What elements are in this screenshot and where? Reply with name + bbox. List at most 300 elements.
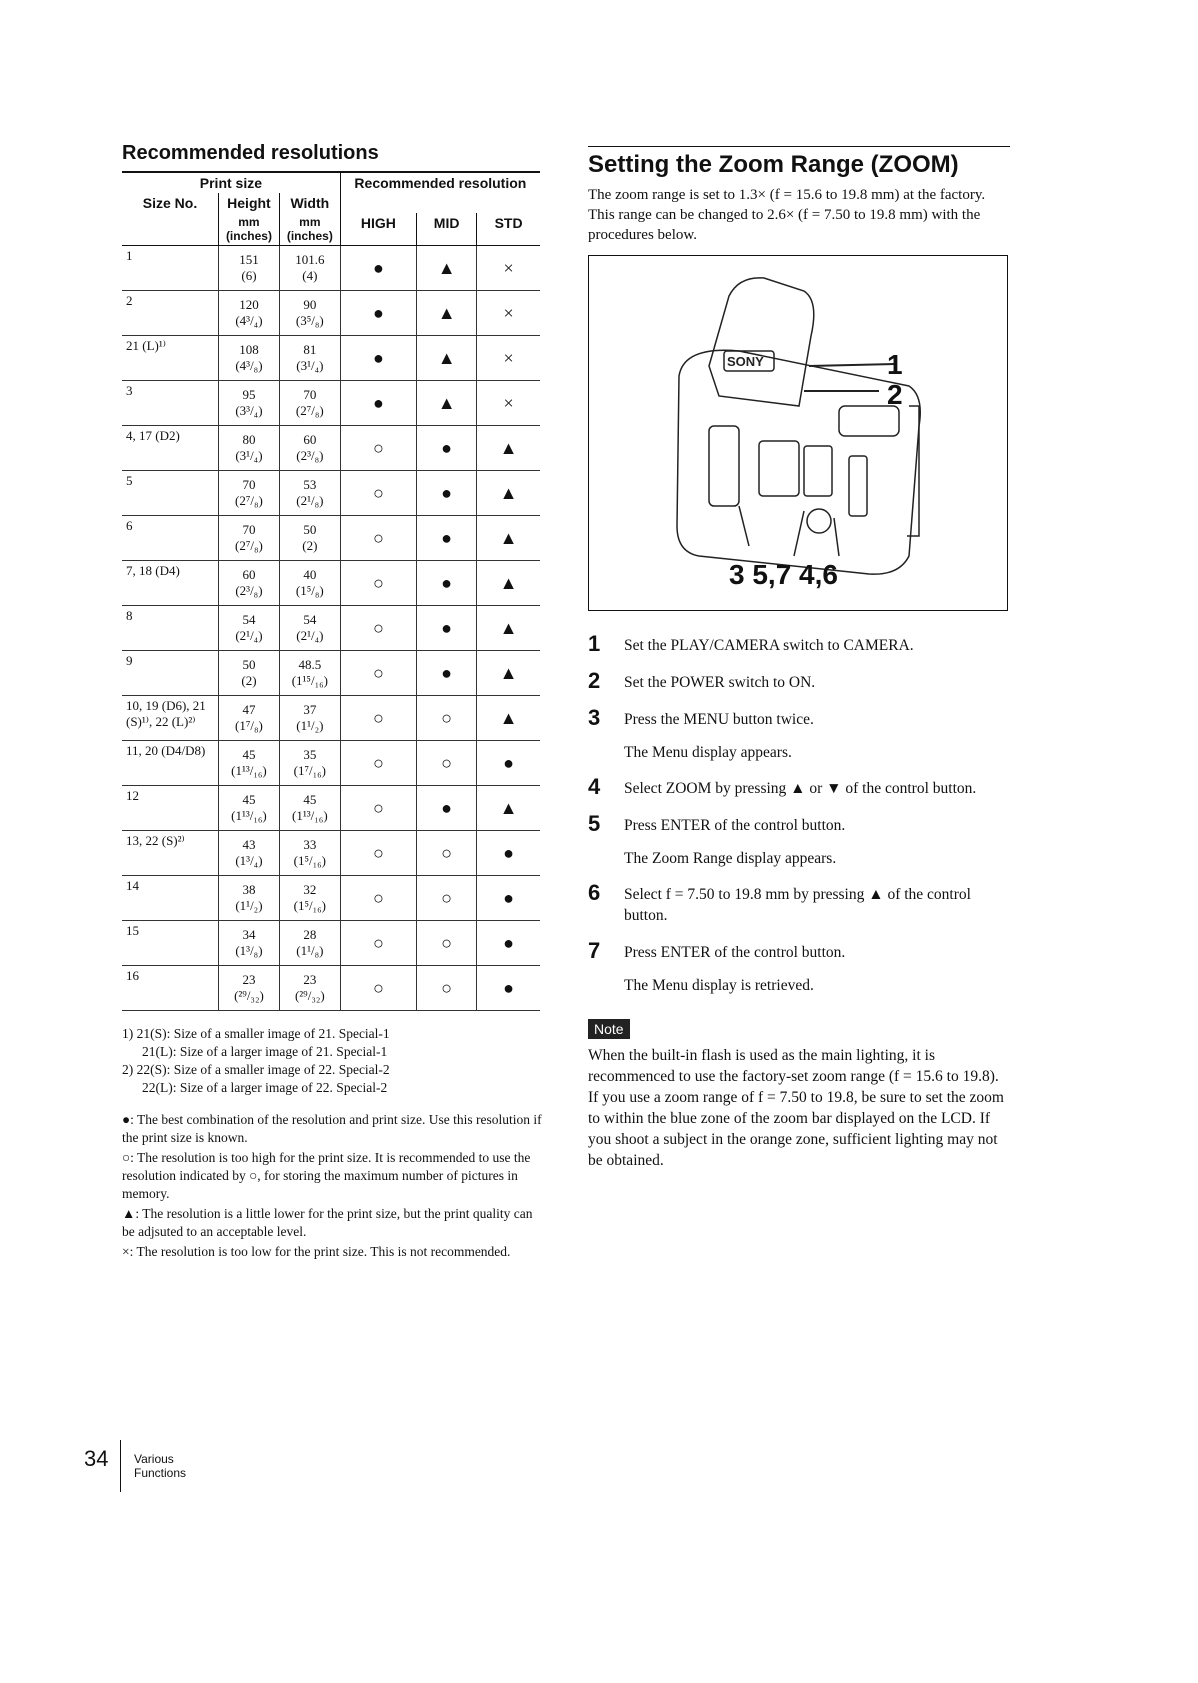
step-text: Set the PLAY/CAMERA switch to CAMERA. xyxy=(624,637,914,654)
high-cell-value: ● xyxy=(372,392,384,413)
step-number: 2 xyxy=(588,668,601,693)
width-cell xyxy=(279,966,340,1011)
table-row xyxy=(122,921,540,966)
size-no-cell-value: 21 (L)¹⁾ xyxy=(126,338,166,353)
height-cell-value: 47 xyxy=(242,702,256,717)
height-cell-value: (2³/₈) xyxy=(235,583,263,598)
high-cell xyxy=(340,246,416,291)
table-row xyxy=(122,741,540,786)
high-cell xyxy=(340,381,416,426)
width-cell xyxy=(279,561,340,606)
height-cell xyxy=(219,246,280,291)
step-number: 4 xyxy=(588,774,601,799)
high-cell-value: ○ xyxy=(372,482,384,503)
width-cell-value: 45 xyxy=(303,792,317,807)
std-cell xyxy=(477,966,540,1011)
table-row xyxy=(122,966,540,1011)
size-no-cell-value: 14 xyxy=(126,878,139,893)
mid-cell-value: ▲ xyxy=(437,392,456,413)
height-cell-value: 38 xyxy=(242,882,256,897)
high-cell xyxy=(340,561,416,606)
height-inches: (inches) xyxy=(225,229,272,243)
high-cell xyxy=(340,696,416,741)
std-cell-value: ● xyxy=(503,752,515,773)
height-cell xyxy=(219,606,280,651)
mid-cell xyxy=(417,381,477,426)
size-no-cell-value: 10, 19 (D6), 21 (S)¹⁾, 22 (L)²⁾ xyxy=(126,698,206,729)
height-cell-value: (2¹/₄) xyxy=(235,628,263,643)
step-text: Press ENTER of the control button. xyxy=(624,817,846,834)
step-item xyxy=(588,776,1010,799)
callout-1: 1 xyxy=(887,349,903,380)
size-no-cell xyxy=(122,966,219,1011)
table-row xyxy=(122,291,540,336)
width-cell-value: 37 xyxy=(303,702,317,717)
width-cell-value: (1¹/₈) xyxy=(296,943,324,958)
height-cell xyxy=(219,381,280,426)
mid-cell-value: ○ xyxy=(441,932,453,953)
recommended-header: Recommended resolution xyxy=(340,172,540,213)
symbol-legend xyxy=(122,1111,542,1261)
height-cell-value: 34 xyxy=(242,927,256,942)
step-number: 7 xyxy=(588,938,601,963)
note-text: When the built-in flash is used as the main lighting, it is recommenced to use the factory-set zoom range (f = 15.6 to 19.8). If you use a zoom range of f = 7.50 to 19.8, be sure to set the zoom to within the blue zone of the zoom bar displayed on the LCD. If you shoot a subject in the orange zone, sufficient lighting may not be obtained. xyxy=(588,1047,1004,1169)
size-no-cell xyxy=(122,696,219,741)
high-cell-value: ● xyxy=(372,302,384,323)
width-cell-value: (1⁵/₈) xyxy=(295,583,324,598)
size-no-cell xyxy=(122,471,219,516)
width-mm: mm xyxy=(299,215,321,229)
mid-cell-value: ○ xyxy=(441,707,453,728)
camera-illustration xyxy=(588,255,1008,611)
std-cell-value: ▲ xyxy=(499,437,518,458)
height-units xyxy=(219,213,280,246)
height-cell-value: (1⁷/₈) xyxy=(235,718,263,733)
high-header: HIGH xyxy=(340,213,416,246)
width-cell-value: 54 xyxy=(303,612,317,627)
table-title: Recommended resolutions xyxy=(122,142,379,164)
std-cell xyxy=(477,921,540,966)
step-text: Select f = 7.50 to 19.8 mm by pressing ▲ of the control button. xyxy=(624,886,971,924)
height-cell xyxy=(219,831,280,876)
size-no-cell xyxy=(122,651,219,696)
width-cell xyxy=(279,336,340,381)
size-no-cell xyxy=(122,831,219,876)
page-number: 34 xyxy=(84,1446,109,1471)
height-cell-value: 120 xyxy=(239,297,259,312)
std-cell-value: ▲ xyxy=(499,527,518,548)
height-cell xyxy=(219,696,280,741)
std-cell-value: ● xyxy=(503,932,515,953)
height-cell xyxy=(219,741,280,786)
height-cell-value: (1¹³/₁₆) xyxy=(231,763,267,778)
table-row xyxy=(122,381,540,426)
width-cell-value: (2¹/₄) xyxy=(296,628,324,643)
mid-cell-value: ● xyxy=(441,797,453,818)
high-cell-value: ● xyxy=(372,257,384,278)
size-no-cell-value: 6 xyxy=(126,518,133,533)
std-cell-value: ▲ xyxy=(499,482,518,503)
width-cell-value: (1¹⁵/₁₆) xyxy=(291,673,328,688)
mid-cell xyxy=(417,606,477,651)
width-cell xyxy=(279,606,340,651)
table-row xyxy=(122,651,540,696)
table-body xyxy=(122,246,540,1011)
width-cell-value: (2) xyxy=(302,538,318,553)
step-result: The Menu display is retrieved. xyxy=(624,977,814,994)
width-cell-value: 60 xyxy=(303,432,317,447)
width-cell xyxy=(279,651,340,696)
step-item xyxy=(588,940,1010,963)
std-cell-value: ▲ xyxy=(499,707,518,728)
step-item xyxy=(588,670,1010,693)
mid-cell xyxy=(417,651,477,696)
callout-bottom: 3 5,7 4,6 xyxy=(729,559,838,590)
std-cell-value: ▲ xyxy=(499,662,518,683)
width-cell-value: 48.5 xyxy=(298,657,322,672)
height-cell-value: (3¹/₄) xyxy=(235,448,263,463)
step-text: Press ENTER of the control button. xyxy=(624,944,846,961)
mid-cell-value: ○ xyxy=(441,842,453,863)
mid-cell xyxy=(417,876,477,921)
size-no-cell xyxy=(122,561,219,606)
table-row xyxy=(122,561,540,606)
std-header: STD xyxy=(477,213,540,246)
std-cell xyxy=(477,651,540,696)
high-cell-value: ○ xyxy=(372,662,384,683)
height-cell-value: (1¹/₂) xyxy=(235,898,263,913)
table-row xyxy=(122,246,540,291)
height-cell-value: 54 xyxy=(242,612,256,627)
high-cell-value: ○ xyxy=(372,617,384,638)
size-no-cell-value: 11, 20 (D4/D8) xyxy=(126,743,206,758)
height-cell-value: (2⁷/₈) xyxy=(235,538,263,553)
high-cell-value: ○ xyxy=(372,797,384,818)
step-item xyxy=(588,707,1010,730)
std-cell-value: ● xyxy=(503,977,515,998)
high-cell xyxy=(340,291,416,336)
width-cell-value: 23 xyxy=(303,972,317,987)
size-no-cell-value: 3 xyxy=(126,383,133,398)
width-cell xyxy=(279,291,340,336)
height-cell-value: 50 xyxy=(242,657,256,672)
mid-cell xyxy=(417,471,477,516)
height-cell-value: 80 xyxy=(242,432,256,447)
high-cell xyxy=(340,606,416,651)
width-cell-value: (4) xyxy=(302,268,318,283)
high-cell xyxy=(340,516,416,561)
mid-header: MID xyxy=(417,213,477,246)
height-cell-value: 95 xyxy=(242,387,256,402)
width-cell xyxy=(279,516,340,561)
height-cell xyxy=(219,966,280,1011)
size-no-cell-value: 2 xyxy=(126,293,133,308)
mid-cell-value: ● xyxy=(441,437,453,458)
size-no-cell xyxy=(122,516,219,561)
height-cell xyxy=(219,471,280,516)
mid-cell xyxy=(417,291,477,336)
mid-cell-value: ● xyxy=(441,572,453,593)
width-cell-value: (2¹/₈) xyxy=(296,493,324,508)
size-no-cell xyxy=(122,336,219,381)
height-cell xyxy=(219,921,280,966)
width-cell xyxy=(279,246,340,291)
width-cell-value: 32 xyxy=(303,882,317,897)
height-cell-value: (3³/₄) xyxy=(235,403,263,418)
width-cell-value: (1¹³/₁₆) xyxy=(292,808,328,823)
section-label: Various Functions xyxy=(134,1452,187,1480)
std-cell-value: × xyxy=(503,257,514,278)
std-cell-value: ▲ xyxy=(499,797,518,818)
width-cell-value: 81 xyxy=(303,342,317,357)
mid-cell-value: ○ xyxy=(441,887,453,908)
size-no-cell-value: 8 xyxy=(126,608,133,623)
std-cell-value: × xyxy=(503,347,514,368)
width-cell-value: 50 xyxy=(303,522,317,537)
legend-too-high: ○: The resolution is too high for the print size. It is recommended to use the resolution indicated by ○, for storing the maximum number of pictures in memory. xyxy=(122,1150,531,1201)
table-row xyxy=(122,606,540,651)
height-cell xyxy=(219,876,280,921)
high-cell xyxy=(340,786,416,831)
mid-cell xyxy=(417,516,477,561)
std-cell xyxy=(477,336,540,381)
height-header: Height xyxy=(219,193,280,213)
size-no-cell xyxy=(122,246,219,291)
std-cell-value: ▲ xyxy=(499,572,518,593)
std-cell xyxy=(477,741,540,786)
step-number: 3 xyxy=(588,705,601,730)
width-cell-value: 33 xyxy=(303,837,317,852)
step-list xyxy=(588,633,1010,995)
std-cell xyxy=(477,291,540,336)
size-no-cell-value: 1 xyxy=(126,248,133,263)
std-cell xyxy=(477,381,540,426)
left-column xyxy=(122,142,542,1263)
table-row xyxy=(122,471,540,516)
mid-cell xyxy=(417,336,477,381)
std-cell xyxy=(477,471,540,516)
height-cell xyxy=(219,561,280,606)
mid-cell xyxy=(417,246,477,291)
step-number: 6 xyxy=(588,880,601,905)
width-cell xyxy=(279,831,340,876)
high-cell xyxy=(340,471,416,516)
size-no-cell xyxy=(122,606,219,651)
height-cell-value: 45 xyxy=(242,792,256,807)
high-cell-value: ○ xyxy=(372,977,384,998)
high-cell-value: ○ xyxy=(372,707,384,728)
mid-cell xyxy=(417,426,477,471)
std-cell xyxy=(477,786,540,831)
std-cell-value: × xyxy=(503,392,514,413)
footer-divider xyxy=(120,1440,121,1492)
high-cell xyxy=(340,336,416,381)
mid-cell xyxy=(417,966,477,1011)
std-cell-value: ▲ xyxy=(499,617,518,638)
width-cell xyxy=(279,696,340,741)
width-cell xyxy=(279,381,340,426)
footnotes xyxy=(122,1025,542,1097)
width-cell-value: 101.6 xyxy=(295,252,325,267)
std-cell xyxy=(477,246,540,291)
height-cell-value: (2) xyxy=(241,673,257,688)
table-row xyxy=(122,336,540,381)
table-row xyxy=(122,876,540,921)
std-cell xyxy=(477,831,540,876)
height-cell xyxy=(219,291,280,336)
height-cell-value: 45 xyxy=(242,747,256,762)
width-cell-value: (2³/₈) xyxy=(296,448,324,463)
size-no-cell-value: 5 xyxy=(126,473,133,488)
width-cell-value: (1¹/₂) xyxy=(296,718,324,733)
resolution-table xyxy=(122,171,540,1011)
width-cell-value: (1⁵/₁₆) xyxy=(293,853,327,868)
size-no-cell xyxy=(122,786,219,831)
width-cell xyxy=(279,741,340,786)
size-no-cell-value: 7, 18 (D4) xyxy=(126,563,180,578)
width-cell-value: 35 xyxy=(303,747,317,762)
height-cell-value: (1³/₈) xyxy=(235,943,263,958)
table-row xyxy=(122,831,540,876)
mid-cell xyxy=(417,831,477,876)
width-cell-value: (1⁷/₁₆) xyxy=(293,763,327,778)
width-cell xyxy=(279,921,340,966)
mid-cell-value: ▲ xyxy=(437,302,456,323)
mid-cell xyxy=(417,696,477,741)
step-text: Set the POWER switch to ON. xyxy=(624,674,816,691)
table-row xyxy=(122,516,540,561)
std-cell xyxy=(477,696,540,741)
mid-cell xyxy=(417,921,477,966)
size-no-header: Size No. xyxy=(122,193,219,246)
footnote-2: 2) 22(S): Size of a smaller image of 22. Special-2 xyxy=(122,1062,390,1077)
height-cell-value: 23 xyxy=(242,972,256,987)
mid-cell xyxy=(417,786,477,831)
high-cell-value: ○ xyxy=(372,752,384,773)
width-cell-value: 40 xyxy=(303,567,317,582)
size-no-cell xyxy=(122,876,219,921)
table-row xyxy=(122,696,540,741)
high-cell xyxy=(340,651,416,696)
high-cell-value: ● xyxy=(372,347,384,368)
height-cell-value: (4³/₈) xyxy=(235,358,263,373)
zoom-title: Setting the Zoom Range (ZOOM) xyxy=(588,146,1010,179)
height-cell-value: (1³/₄) xyxy=(235,853,263,868)
mid-cell-value: ● xyxy=(441,527,453,548)
step-result: The Menu display appears. xyxy=(624,744,792,761)
step-item xyxy=(588,633,1010,656)
height-cell xyxy=(219,516,280,561)
height-cell-value: 70 xyxy=(242,477,256,492)
width-cell xyxy=(279,426,340,471)
high-cell-value: ○ xyxy=(372,887,384,908)
mid-cell-value: ● xyxy=(441,617,453,638)
width-cell xyxy=(279,471,340,516)
size-no-cell xyxy=(122,741,219,786)
zoom-intro: The zoom range is set to 1.3× (f = 15.6 to 19.8 mm) at the factory. This range can be changed to 2.6× (f = 7.50 to 19.8 mm) with the procedures below. xyxy=(588,187,986,243)
std-cell xyxy=(477,876,540,921)
high-cell-value: ○ xyxy=(372,842,384,863)
mid-cell-value: ○ xyxy=(441,977,453,998)
step-text: Select ZOOM by pressing ▲ or ▼ of the control button. xyxy=(624,780,977,797)
width-cell-value: 90 xyxy=(303,297,317,312)
step-number: 1 xyxy=(588,631,601,656)
size-no-cell-value: 4, 17 (D2) xyxy=(126,428,180,443)
size-no-cell-value: 13, 22 (S)²⁾ xyxy=(126,833,185,848)
mid-cell-value: ● xyxy=(441,662,453,683)
note-badge: Note xyxy=(588,1019,630,1039)
footnote-2b: 22(L): Size of a larger image of 22. Special-2 xyxy=(142,1080,388,1095)
mid-cell-value: ○ xyxy=(441,752,453,773)
size-no-cell xyxy=(122,921,219,966)
width-cell xyxy=(279,876,340,921)
table-row xyxy=(122,426,540,471)
height-cell-value: 151 xyxy=(239,252,259,267)
width-cell-value: (3⁵/₈) xyxy=(295,313,324,328)
width-header: Width xyxy=(279,193,340,213)
width-cell-value: (²⁹/₃₂) xyxy=(294,988,325,1003)
std-cell xyxy=(477,516,540,561)
step-item xyxy=(588,882,1010,926)
size-no-cell xyxy=(122,381,219,426)
step-item xyxy=(588,813,1010,836)
step-number: 5 xyxy=(588,811,601,836)
step-text: Press the MENU button twice. xyxy=(624,711,814,728)
width-units xyxy=(279,213,340,246)
height-cell-value: (4³/₄) xyxy=(235,313,263,328)
height-cell-value: (2⁷/₈) xyxy=(235,493,263,508)
high-cell xyxy=(340,741,416,786)
std-cell-value: ● xyxy=(503,887,515,908)
width-cell-value: 53 xyxy=(303,477,317,492)
height-cell-value: 60 xyxy=(242,567,256,582)
width-inches: (inches) xyxy=(286,229,333,243)
legend-too-low: ×: The resolution is too low for the print size. This is not recommended. xyxy=(122,1244,511,1259)
height-cell xyxy=(219,426,280,471)
height-cell-value: 108 xyxy=(239,342,259,357)
size-no-cell-value: 16 xyxy=(126,968,139,983)
height-cell xyxy=(219,786,280,831)
height-mm: mm xyxy=(238,215,260,229)
footnote-1: 1) 21(S): Size of a smaller image of 21. Special-1 xyxy=(122,1026,390,1041)
height-cell-value: (²⁹/₃₂) xyxy=(234,988,264,1003)
size-no-cell-value: 15 xyxy=(126,923,139,938)
size-no-cell-value: 9 xyxy=(126,653,133,668)
size-no-cell-value: 12 xyxy=(126,788,139,803)
high-cell-value: ○ xyxy=(372,527,384,548)
mid-cell-value: ▲ xyxy=(437,257,456,278)
height-cell-value: 43 xyxy=(242,837,256,852)
legend-little-lower: ▲: The resolution is a little lower for the print size, but the print quality can be adjsuted to an acceptable level. xyxy=(122,1206,533,1239)
size-no-cell xyxy=(122,426,219,471)
brand-logo: SONY xyxy=(727,354,764,369)
mid-cell xyxy=(417,561,477,606)
mid-cell-value: ▲ xyxy=(437,347,456,368)
height-cell-value: (6) xyxy=(241,268,257,283)
width-cell-value: 70 xyxy=(303,387,317,402)
height-cell-value: (1¹³/₁₆) xyxy=(231,808,267,823)
high-cell-value: ○ xyxy=(372,572,384,593)
footnote-1b: 21(L): Size of a larger image of 21. Special-1 xyxy=(142,1044,388,1059)
std-cell-value: × xyxy=(503,302,514,323)
width-cell-value: (2⁷/₈) xyxy=(295,403,324,418)
high-cell-value: ○ xyxy=(372,437,384,458)
table-row xyxy=(122,786,540,831)
std-cell-value: ● xyxy=(503,842,515,863)
high-cell xyxy=(340,426,416,471)
width-cell-value: 28 xyxy=(303,927,317,942)
width-cell-value: (3¹/₄) xyxy=(296,358,324,373)
